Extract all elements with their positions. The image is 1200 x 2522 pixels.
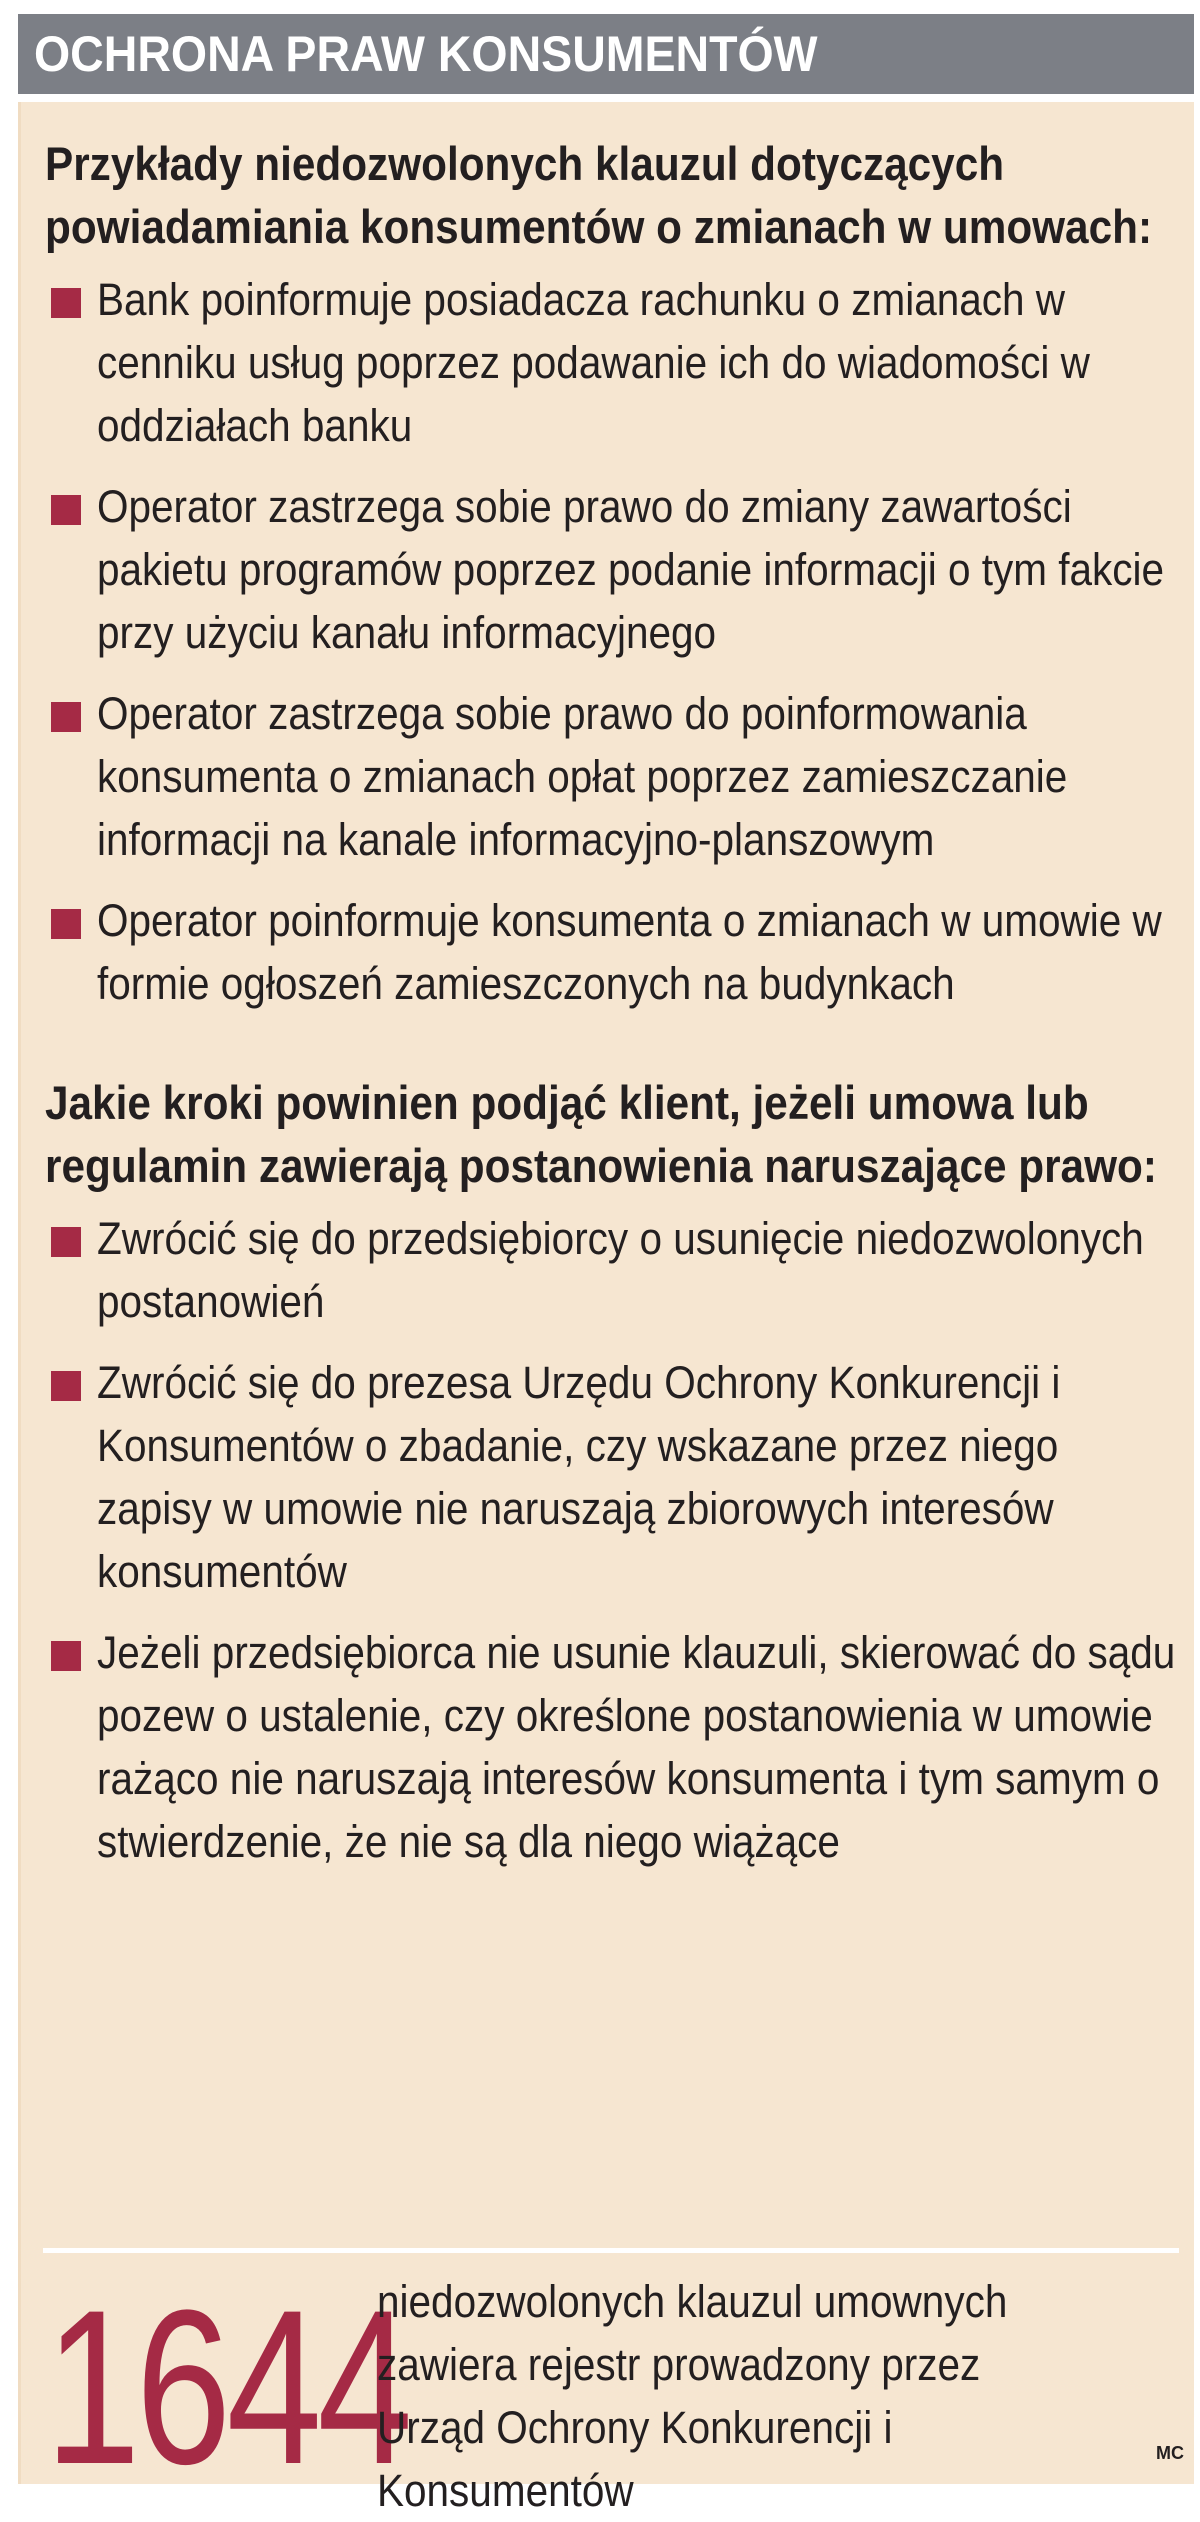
page-title: OCHRONA PRAW KONSUMENTÓW [34,26,818,82]
square-bullet-icon [51,1641,81,1671]
list-item-text: Bank poinformuje posiadacza rachunku o zmianach w cenniku usług poprzez podawanie ich do wiadomości w oddziałach banku [97,274,1090,451]
list-item-text: Jeżeli przedsiębiorca nie usunie klauzuli, skierować do sądu pozew o ustalenie, czy określone postanowienia w umowie rażąco nie naruszają interesów konsumenta i tym samym o stwierdzenie, że nie są dla niego wiążące [97,1627,1176,1867]
square-bullet-icon [51,495,81,525]
list-item-text: Zwrócić się do prezesa Urzędu Ochrony Konkurencji i Konsumentów o zbadanie, czy wskazane przez niego zapisy w umowie nie naruszają zbiorowych interesów konsumentów [97,1357,1061,1597]
divider [43,2248,1179,2253]
stat-number: 1644 [45,2264,409,2510]
header-bar [18,14,1194,94]
section-title: Przykłady niedozwolonych klauzul dotyczących powiadamiania konsumentów o zmianach w umowach: [45,137,1153,253]
content-panel [18,102,1194,2516]
list-item [45,1207,1180,1333]
square-bullet-icon [51,1371,81,1401]
section-unfair-clauses [45,132,1180,1015]
list-item [45,268,1180,457]
list-item-text: Operator poinformuje konsumenta o zmianach w umowie w formie ogłoszeń zamieszczonych na budynkach [97,895,1162,1009]
content-body [45,132,1180,1891]
list-item [45,1621,1180,1873]
square-bullet-icon [51,702,81,732]
list-item [45,1351,1180,1603]
square-bullet-icon [51,288,81,318]
section-client-steps [45,1071,1180,1873]
square-bullet-icon [51,909,81,939]
list-item-text: Operator zastrzega sobie prawo do zmiany zawartości pakietu programów poprzez podanie informacji o tym fakcie przy użyciu kanału informacyjnego [97,481,1165,658]
list-item-text: Operator zastrzega sobie prawo do poinformowania konsumenta o zmianach opłat poprzez zamieszczanie informacji na kanale informacyjno-planszowym [97,688,1068,865]
list-item [45,475,1180,664]
section-title: Jakie kroki powinien podjąć klient, jeżeli umowa lub regulamin zawierają postanowienia naruszające prawo: [45,1076,1157,1192]
list-item [45,889,1180,1015]
list-item [45,682,1180,871]
stat-description: niedozwolonych klauzul umownych zawiera rejestr prowadzony przez Urząd Ochrony Konkurencji i Konsumentów [377,2276,1008,2516]
author-signature: MC [1156,2443,1184,2463]
square-bullet-icon [51,1227,81,1257]
list-item-text: Zwrócić się do przedsiębiorcy o usunięcie niedozwolonych postanowień [97,1213,1144,1327]
